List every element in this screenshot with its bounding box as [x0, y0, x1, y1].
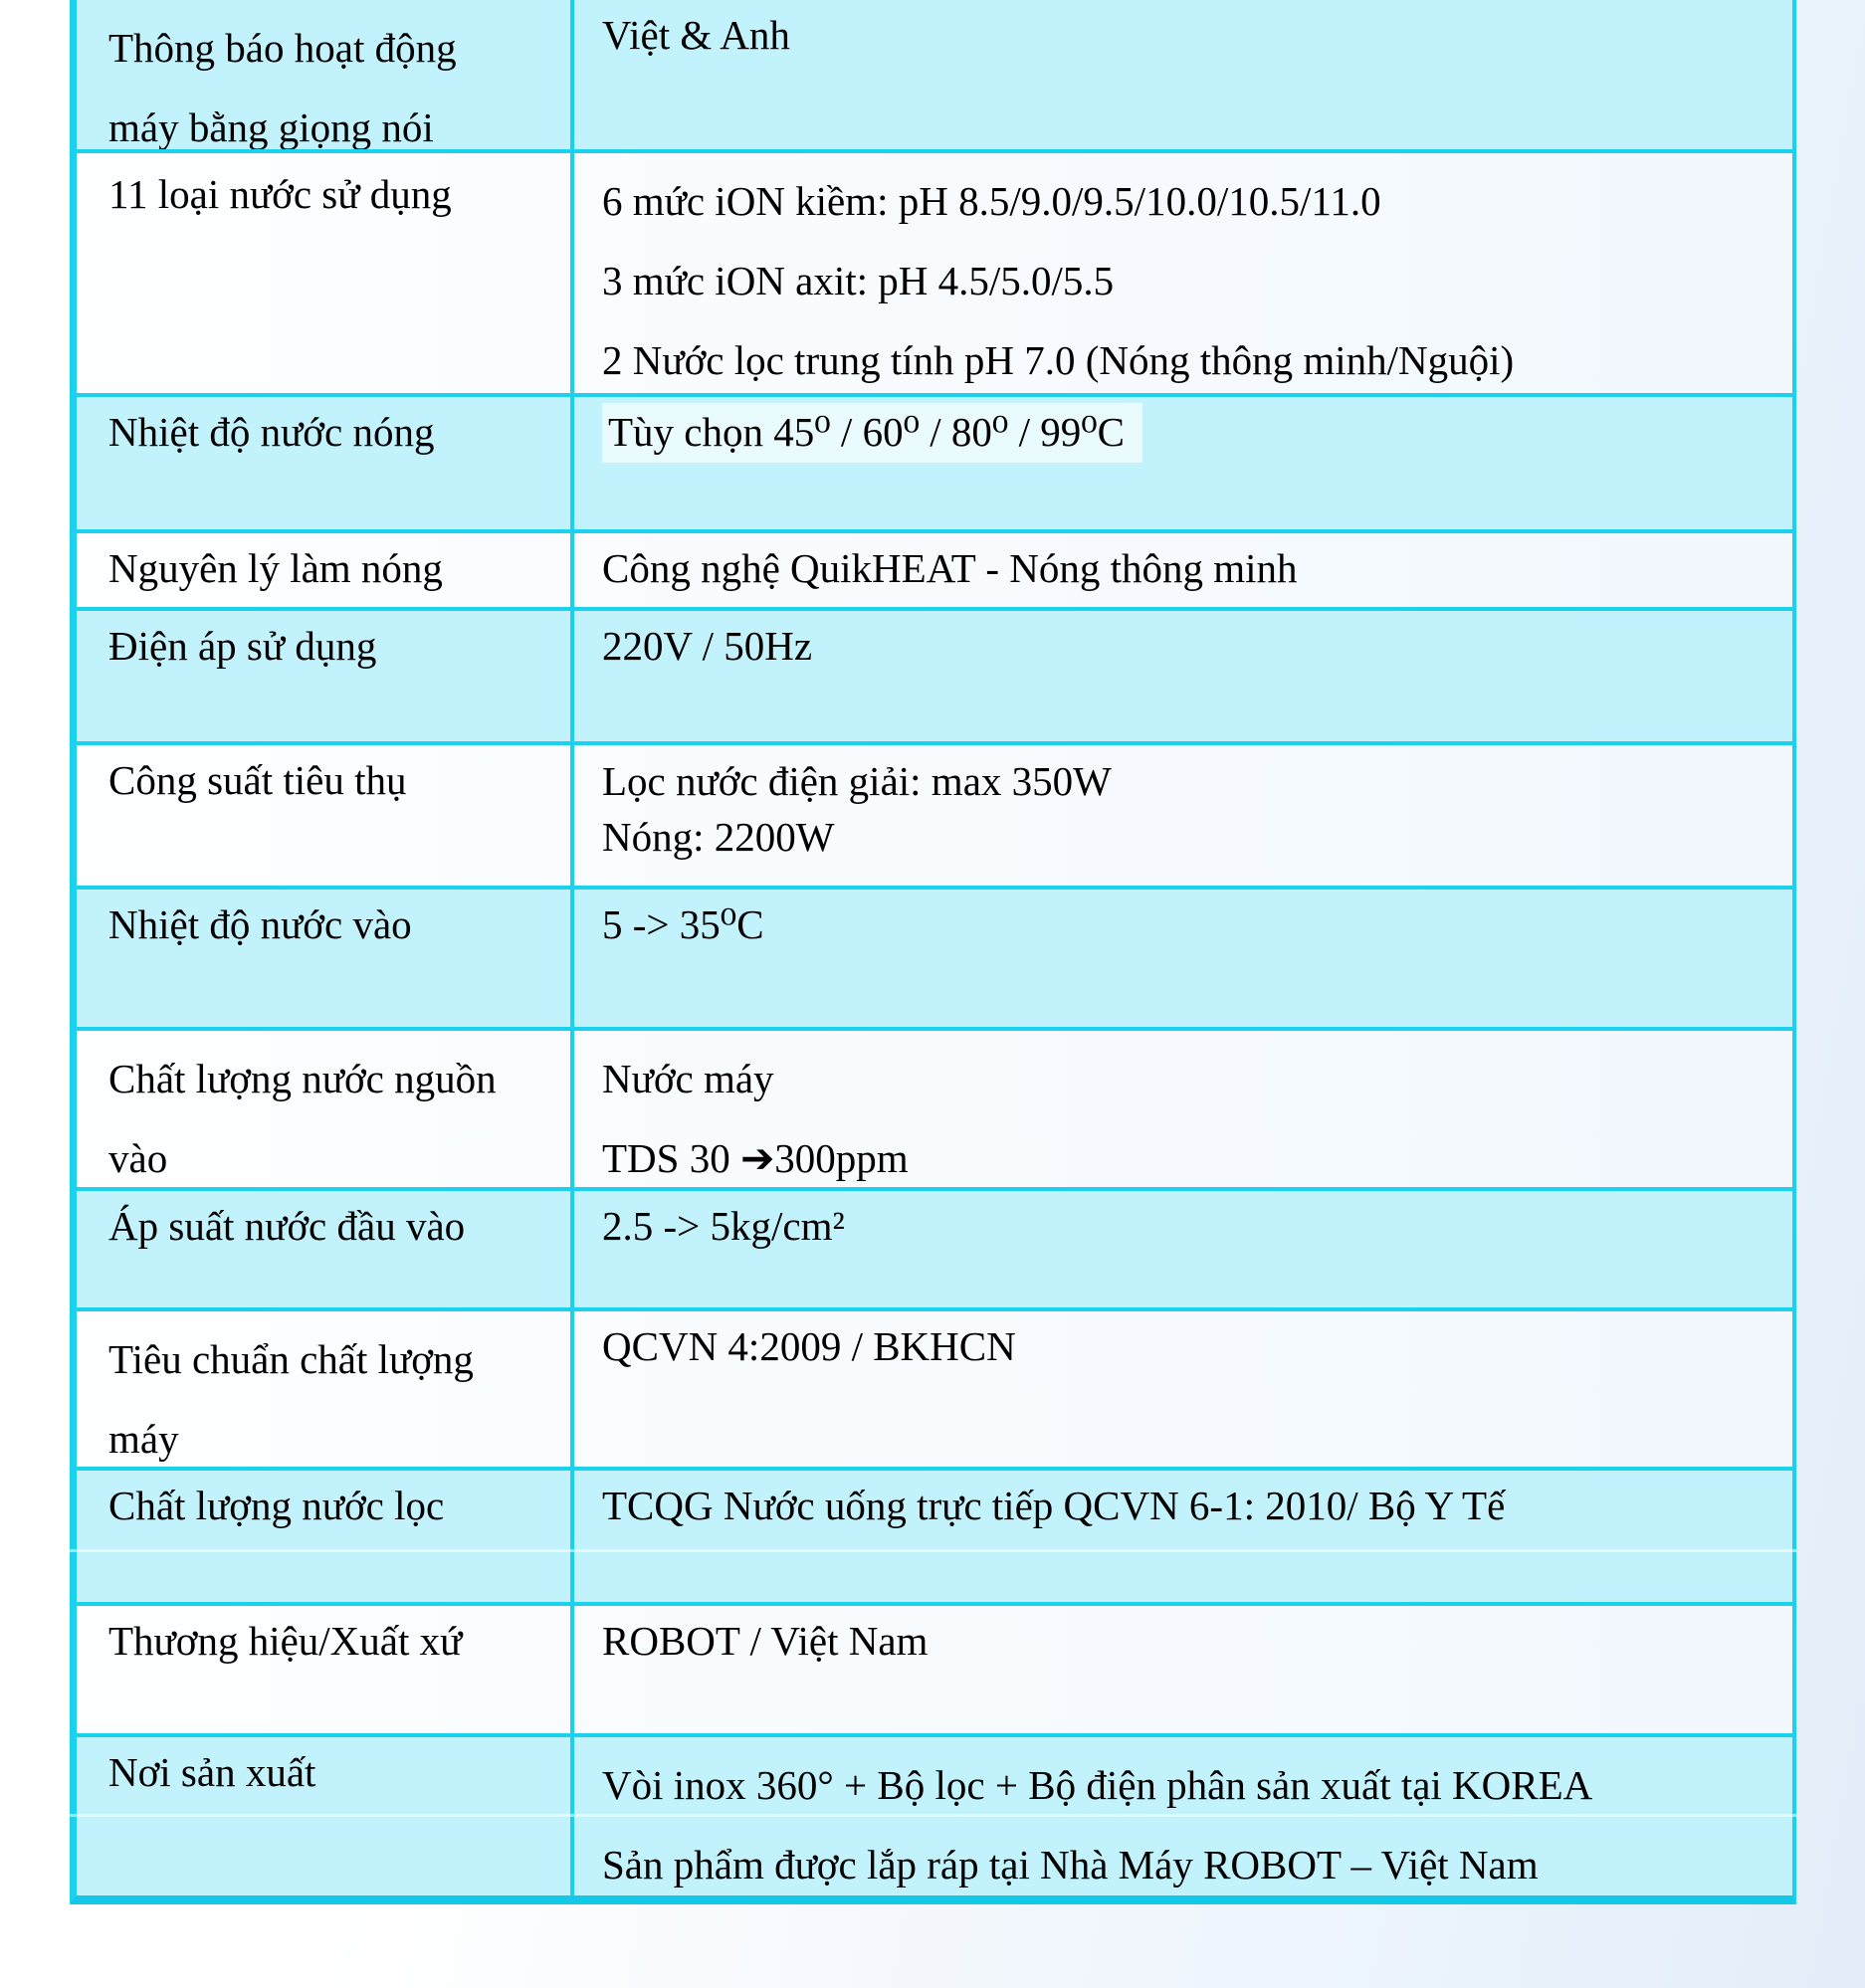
spec-value-cell — [574, 1311, 1792, 1467]
spec-label-cell — [77, 890, 574, 1027]
spec-label-cell — [77, 1737, 574, 1895]
spec-value-line: TCQG Nước uống trực tiếp QCVN 6-1: 2010/ Bộ Y Tế — [602, 1483, 1506, 1528]
spec-label-line: 11 loại nước sử dụng — [108, 171, 452, 217]
spec-label-line: Thương hiệu/Xuất xứ — [108, 1618, 463, 1664]
spec-value-cell — [574, 533, 1792, 607]
spec-label-line: Thông báo hoạt động — [108, 25, 457, 71]
spec-label-line: Điện áp sử dụng — [108, 623, 377, 669]
spec-label-cell — [77, 153, 574, 393]
product-spec-table — [70, 0, 1796, 1904]
table-row-inlet-pressure — [77, 1187, 1792, 1307]
spec-value-line: Việt & Anh — [602, 12, 790, 58]
spec-label-cell — [77, 1031, 574, 1187]
spec-label-cell — [77, 1311, 574, 1467]
spec-value-line: 3 mức iON axit: pH 4.5/5.0/5.5 — [602, 258, 1115, 303]
spec-label-line: Nơi sản xuất — [108, 1749, 316, 1795]
spec-value-line: 220V / 50Hz — [602, 623, 813, 669]
highlighted-value: Tùy chọn 45⁰ / 60⁰ / 80⁰ / 99⁰C — [602, 403, 1142, 463]
spec-value-line: ROBOT / Việt Nam — [602, 1618, 929, 1664]
spec-label-line: Công suất tiêu thụ — [108, 757, 407, 803]
spec-label-line: máy bằng giọng nói — [108, 104, 434, 149]
table-row-water-types — [77, 149, 1792, 393]
spec-value-line: QCVN 4:2009 / BKHCN — [602, 1323, 1016, 1369]
spec-value-cell — [574, 745, 1792, 886]
spec-value-line: Nóng: 2200W — [602, 814, 835, 860]
spec-value-line: 5 -> 35⁰C — [602, 901, 764, 947]
spec-label-line: Nguyên lý làm nóng — [108, 545, 443, 591]
spec-value-cell — [574, 1606, 1792, 1733]
spec-value-line: 2 Nước lọc trung tính pH 7.0 (Nóng thông minh/Nguội) — [602, 337, 1515, 383]
spec-value-cell — [574, 1031, 1792, 1187]
spec-value-line: Công nghệ QuikHEAT - Nóng thông minh — [602, 545, 1298, 591]
spec-label-line: máy — [108, 1416, 179, 1462]
spec-value-cell — [574, 1737, 1792, 1895]
spec-value-line: 6 mức iON kiềm: pH 8.5/9.0/9.5/10.0/10.5/11.0 — [602, 178, 1381, 224]
spec-value-cell — [574, 1191, 1792, 1307]
table-row-manufacturing-place — [77, 1733, 1792, 1895]
table-row-heating-principle — [77, 529, 1792, 607]
spec-value-cell — [574, 1471, 1792, 1602]
spec-label-line: Chất lượng nước lọc — [108, 1483, 445, 1528]
spec-value-line — [602, 405, 1772, 459]
table-row-inlet-water-temp — [77, 886, 1792, 1027]
table-row-voice-notice — [77, 0, 1792, 149]
spec-value-cell — [574, 397, 1792, 529]
spec-label-line: vào — [108, 1135, 168, 1181]
spec-value-cell — [574, 0, 1792, 149]
spec-value-line: TDS 30 ➔300ppm — [602, 1135, 909, 1181]
spec-label-cell — [77, 397, 574, 529]
table-row-machine-standard — [77, 1307, 1792, 1467]
spec-label-cell — [77, 1606, 574, 1733]
table-row-voltage — [77, 607, 1792, 741]
table-row-hot-water-temp — [77, 393, 1792, 529]
table-row-power-consumption — [77, 741, 1792, 886]
spec-label-cell — [77, 533, 574, 607]
spec-value-cell — [574, 611, 1792, 741]
spec-label-line: Nhiệt độ nước vào — [108, 901, 412, 947]
table-row-source-water-quality — [77, 1027, 1792, 1187]
spec-label-line: Áp suất nước đầu vào — [108, 1203, 466, 1249]
table-row-filtered-water-quality — [77, 1467, 1792, 1602]
spec-label-line: Chất lượng nước nguồn — [108, 1056, 497, 1101]
spec-label-line: Tiêu chuẩn chất lượng — [108, 1336, 474, 1382]
spec-label-cell — [77, 1471, 574, 1602]
spec-label-line: Nhiệt độ nước nóng — [108, 409, 435, 455]
table-row-brand-origin — [77, 1602, 1792, 1733]
spec-value-cell — [574, 890, 1792, 1027]
spec-value-line: Nước máy — [602, 1056, 774, 1101]
spec-value-line: Lọc nước điện giải: max 350W — [602, 758, 1112, 804]
spec-label-cell — [77, 611, 574, 741]
spec-label-cell — [77, 745, 574, 886]
spec-label-cell — [77, 0, 574, 149]
spec-value-line: 2.5 -> 5kg/cm² — [602, 1203, 845, 1249]
spec-value-line: Sản phẩm được lắp ráp tại Nhà Máy ROBOT – Việt Nam — [602, 1842, 1539, 1888]
spec-value-line: Vòi inox 360° + Bộ lọc + Bộ điện phân sản xuất tại KOREA — [602, 1762, 1593, 1808]
spec-value-cell — [574, 153, 1792, 393]
spec-label-cell — [77, 1191, 574, 1307]
